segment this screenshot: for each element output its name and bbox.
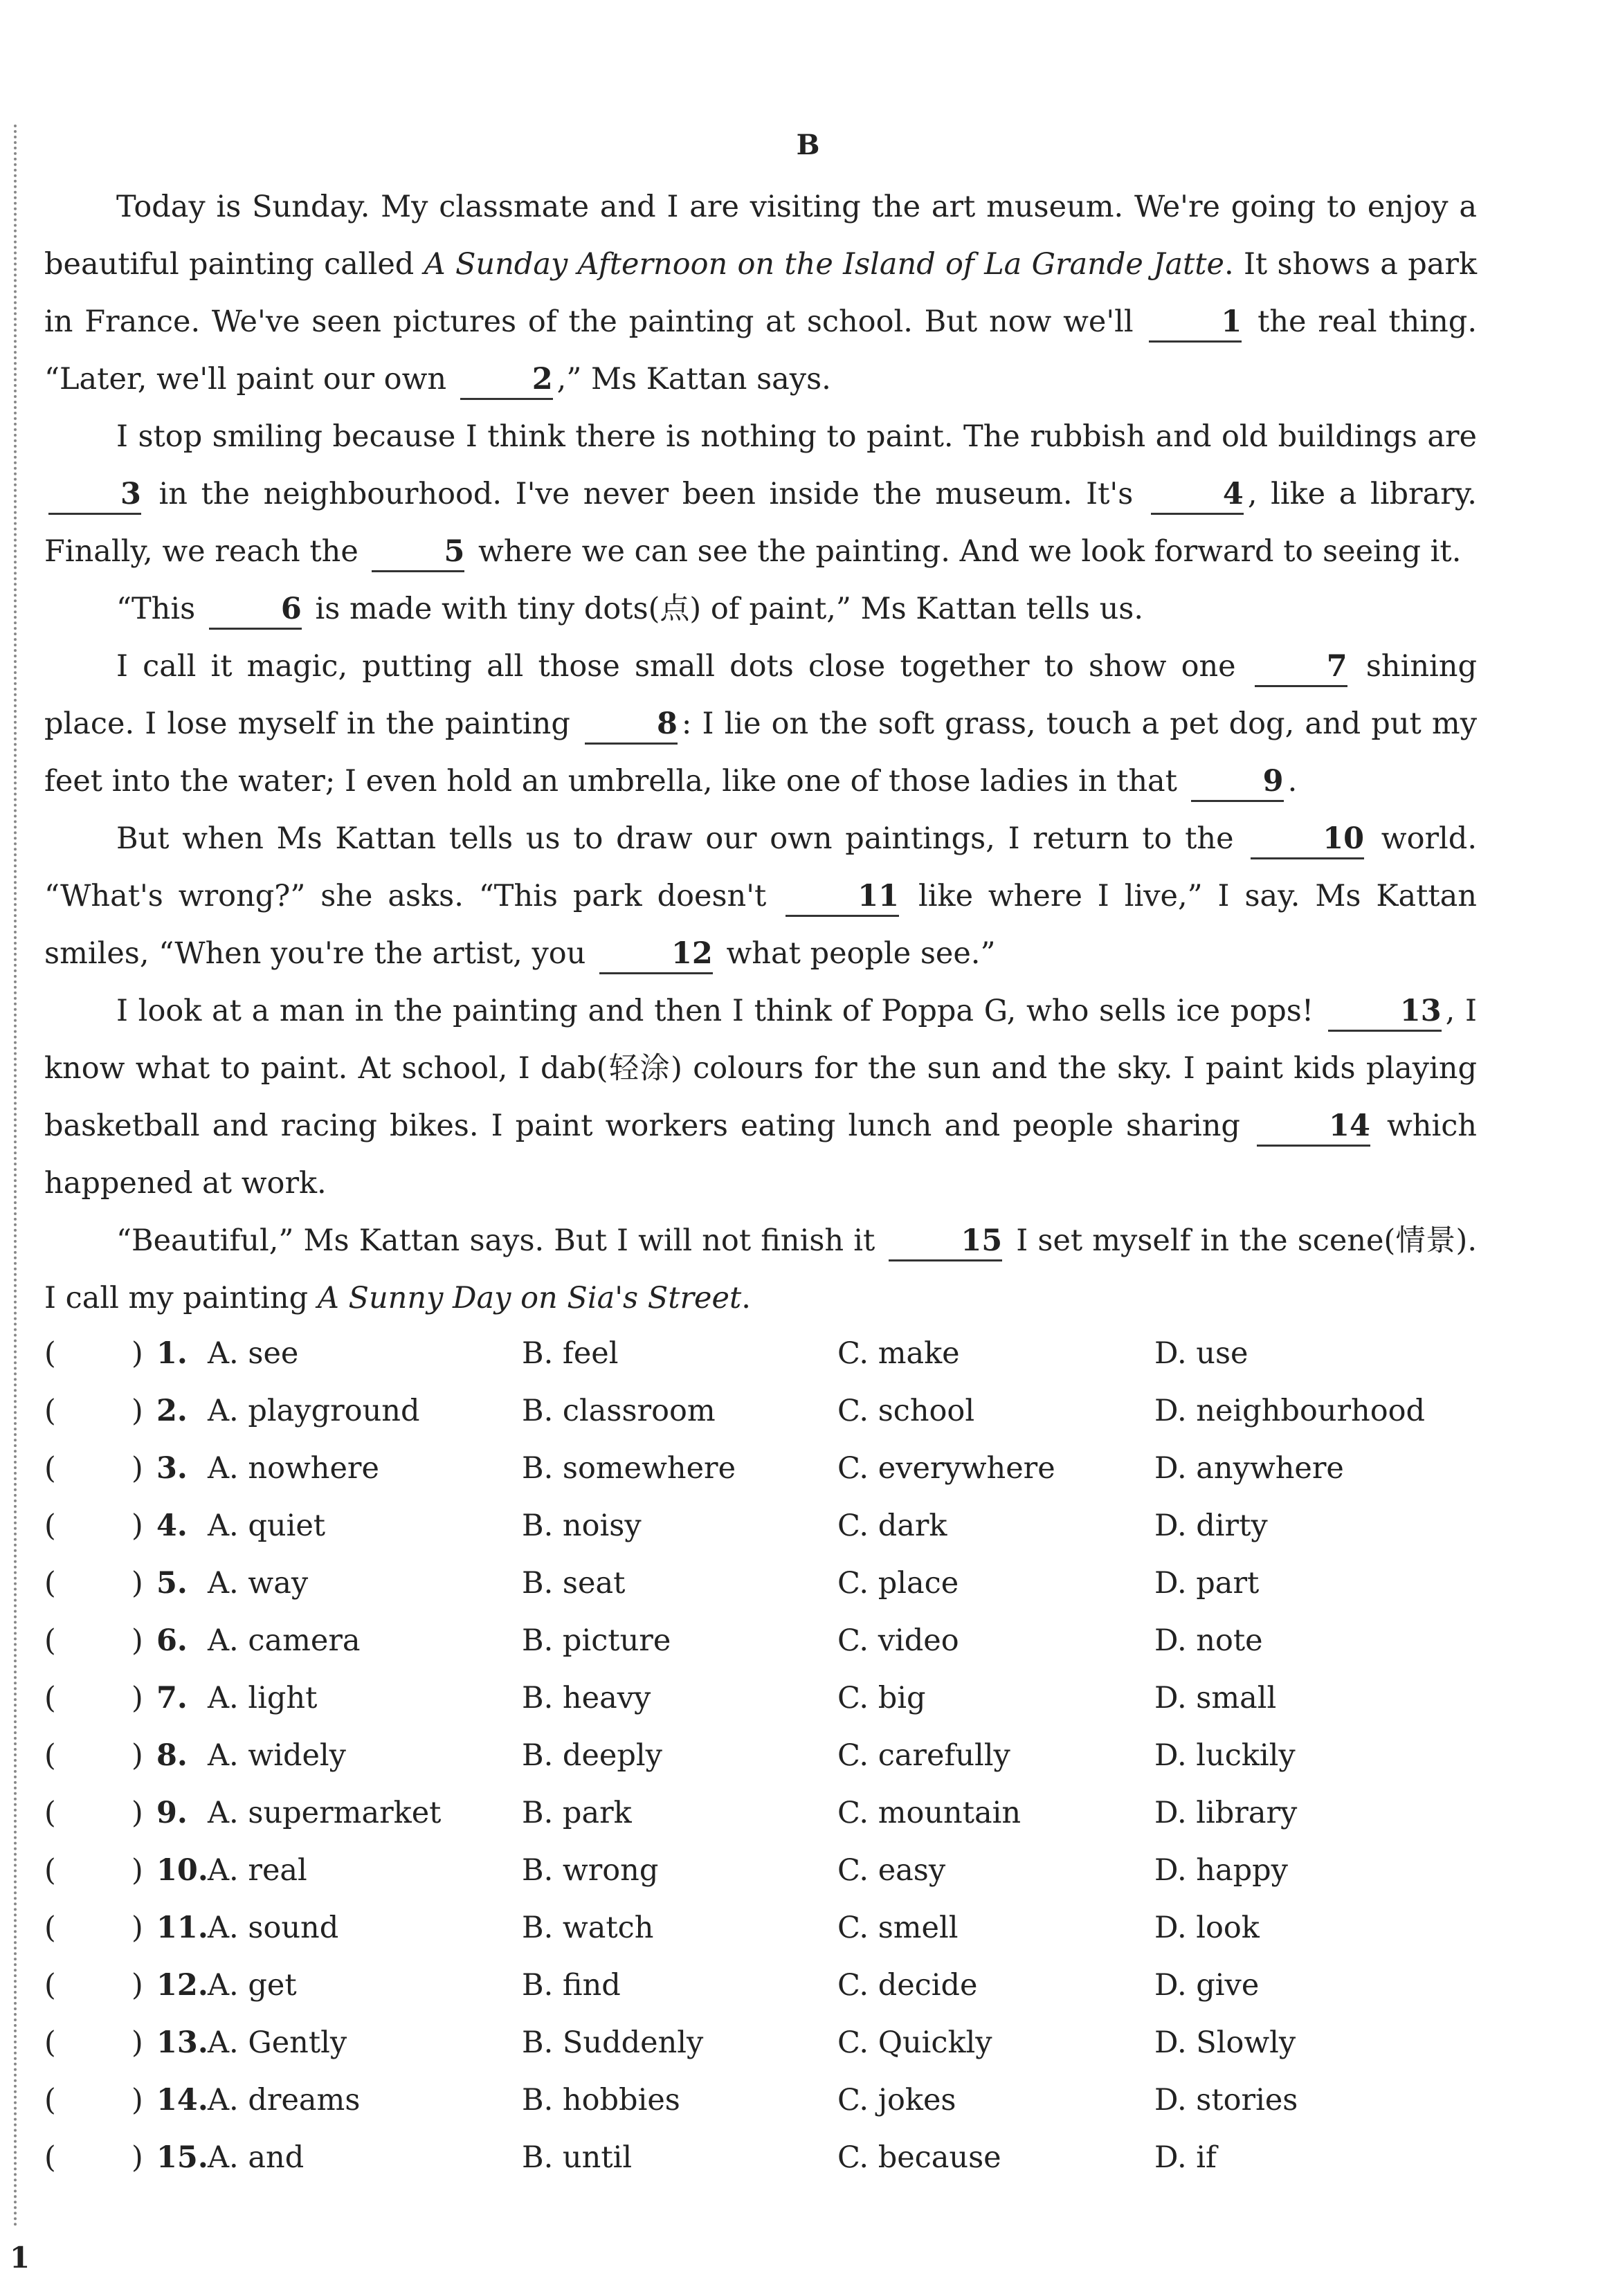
painting-title: A Sunny Day on Sia's Street	[317, 1281, 742, 1315]
option-b[interactable]: B. hobbies	[522, 2083, 680, 2117]
question-row	[44, 2129, 1498, 2187]
answer-bracket-open[interactable]: (	[44, 1968, 56, 2003]
answer-bracket-open[interactable]: (	[44, 2025, 56, 2060]
option-b[interactable]: B. wrong	[522, 1853, 659, 1888]
blank-9[interactable]: 9	[1191, 763, 1284, 802]
option-b[interactable]: B. Suddenly	[522, 2025, 704, 2060]
option-a[interactable]: A. sound	[208, 1911, 339, 1945]
answer-options	[44, 1325, 1498, 2187]
answer-bracket-close: )	[131, 1566, 143, 1601]
blank-3[interactable]: 3	[48, 475, 141, 515]
blank-13[interactable]: 13	[1328, 992, 1442, 1032]
question-row	[44, 1670, 1498, 1727]
question-number: 13.	[156, 2025, 208, 2060]
text: is made with tiny dots(点) of paint,” Ms Kattan tells us.	[305, 592, 1144, 626]
blank-10[interactable]: 10	[1251, 820, 1364, 859]
blank-15[interactable]: 15	[889, 1222, 1002, 1261]
option-c[interactable]: C. school	[837, 1394, 975, 1428]
text: what people see.”	[716, 936, 996, 971]
option-b[interactable]: B. noisy	[522, 1509, 642, 1543]
answer-bracket-open[interactable]: (	[44, 1738, 56, 1773]
option-a[interactable]: A. supermarket	[208, 1796, 442, 1830]
answer-bracket-open[interactable]: (	[44, 1911, 56, 1945]
option-b[interactable]: B. seat	[522, 1566, 626, 1601]
option-a[interactable]: A. light	[208, 1681, 318, 1715]
option-c[interactable]: C. mountain	[837, 1796, 1022, 1830]
option-d[interactable]: D. small	[1154, 1681, 1277, 1715]
answer-bracket-open[interactable]: (	[44, 1681, 56, 1715]
blank-6[interactable]: 6	[209, 590, 302, 630]
text: ,” Ms Kattan says.	[556, 362, 831, 397]
option-d[interactable]: D. dirty	[1154, 1509, 1268, 1543]
text: “This	[116, 592, 205, 626]
answer-bracket-open[interactable]: (	[44, 1451, 56, 1486]
question-row	[44, 2072, 1498, 2129]
question-number: 10.	[156, 1853, 208, 1888]
option-c[interactable]: C. smell	[837, 1911, 959, 1945]
question-number: 11.	[156, 1911, 208, 1945]
answer-bracket-close: )	[131, 1394, 143, 1428]
section-heading: B	[796, 129, 820, 161]
option-a[interactable]: A. nowhere	[208, 1451, 379, 1486]
option-b[interactable]: B. feel	[522, 1336, 619, 1371]
question-row	[44, 1842, 1498, 1899]
option-d[interactable]: D. anywhere	[1154, 1451, 1344, 1486]
text: “Beautiful,” Ms Kattan says. But I will not finish it	[116, 1223, 885, 1258]
question-number: 15.	[156, 2140, 208, 2175]
option-c[interactable]: C. dark	[837, 1509, 947, 1543]
text: I stop smiling because I think there is nothing to paint. The rubbish and old buildings are	[116, 419, 1477, 454]
blank-1[interactable]: 1	[1149, 303, 1242, 343]
option-a[interactable]: A. dreams	[208, 2083, 361, 2117]
option-b[interactable]: B. heavy	[522, 1681, 651, 1715]
option-c[interactable]: C. big	[837, 1681, 926, 1715]
answer-bracket-close: )	[131, 1509, 143, 1543]
option-a[interactable]: A. way	[208, 1566, 309, 1601]
question-number: 2.	[156, 1394, 188, 1428]
answer-bracket-close: )	[131, 2140, 143, 2175]
question-row	[44, 1727, 1498, 1785]
text: But when Ms Kattan tells us to draw our own paintings, I return to the	[116, 821, 1247, 856]
painting-title: A Sunday Afternoon on the Island of La Grande Jatte	[424, 247, 1224, 282]
text: Today is Sunday. My classmate and I are visiting the art museum. We're going to enjoy a beautiful painting called	[44, 190, 1477, 282]
option-c[interactable]: C. make	[837, 1336, 960, 1371]
text: where we can see the painting. And we look forward to seeing it.	[469, 534, 1462, 569]
option-b[interactable]: B. park	[522, 1796, 632, 1830]
paragraph-4	[44, 638, 1477, 810]
text: which happened at work.	[44, 1109, 1477, 1201]
question-number: 14.	[156, 2083, 208, 2117]
question-number: 9.	[156, 1796, 188, 1830]
option-c[interactable]: C. jokes	[837, 2083, 956, 2117]
question-row	[44, 1785, 1498, 1842]
question-row	[44, 1612, 1498, 1670]
answer-bracket-open[interactable]: (	[44, 1623, 56, 1658]
question-row	[44, 1555, 1498, 1612]
question-number: 6.	[156, 1623, 188, 1658]
answer-bracket-open[interactable]: (	[44, 1566, 56, 1601]
option-b[interactable]: B. classroom	[522, 1394, 716, 1428]
blank-8[interactable]: 8	[585, 705, 678, 745]
question-number: 12.	[156, 1968, 208, 2003]
answer-bracket-open[interactable]: (	[44, 1336, 56, 1371]
question-number: 7.	[156, 1681, 188, 1715]
text: shining place. I lose myself in the painting	[44, 649, 1477, 741]
blank-7[interactable]: 7	[1255, 648, 1347, 687]
answer-bracket-open[interactable]: (	[44, 1796, 56, 1830]
blank-14[interactable]: 14	[1257, 1107, 1370, 1147]
question-number: 1.	[156, 1336, 188, 1371]
option-d[interactable]: D. note	[1154, 1623, 1263, 1658]
option-d[interactable]: D. Slowly	[1154, 2025, 1296, 2060]
answer-bracket-close: )	[131, 1968, 143, 2003]
option-d[interactable]: D. library	[1154, 1796, 1298, 1830]
option-a[interactable]: A. see	[208, 1336, 299, 1371]
paragraph-1	[44, 179, 1477, 408]
text: I set myself in the scene(情景). I call my painting	[44, 1223, 1477, 1315]
text: I look at a man in the painting and then I think of Poppa G, who sells ice pops!	[116, 994, 1324, 1028]
blank-2[interactable]: 2	[460, 361, 553, 400]
text: in the neighbourhood. I've never been inside the museum. It's	[145, 477, 1147, 511]
blank-12[interactable]: 12	[599, 935, 713, 974]
text: : I lie on the soft grass, touch a pet dog, and put my feet into the water; I even hold an umbrella, like one of those ladies in that	[44, 707, 1477, 799]
answer-bracket-close: )	[131, 1681, 143, 1715]
option-d[interactable]: D. part	[1154, 1566, 1260, 1601]
question-row	[44, 2014, 1498, 2072]
option-d[interactable]: D. neighbourhood	[1154, 1394, 1426, 1428]
option-c[interactable]: C. carefully	[837, 1738, 1010, 1773]
text: world. “What's wrong?” she asks. “This park doesn't	[44, 821, 1477, 913]
cloze-passage	[44, 179, 1477, 1327]
answer-bracket-close: )	[131, 1853, 143, 1888]
answer-bracket-open[interactable]: (	[44, 1853, 56, 1888]
option-a[interactable]: A. camera	[208, 1623, 361, 1658]
question-row	[44, 1497, 1498, 1555]
question-number: 5.	[156, 1566, 188, 1601]
option-d[interactable]: D. luckily	[1154, 1738, 1296, 1773]
option-d[interactable]: D. look	[1154, 1911, 1260, 1945]
option-a[interactable]: A. playground	[208, 1394, 420, 1428]
option-c[interactable]: C. place	[837, 1566, 959, 1601]
question-number: 3.	[156, 1451, 188, 1486]
blank-4[interactable]: 4	[1151, 475, 1244, 515]
text: , like a library. Finally, we reach the	[44, 477, 1477, 569]
answer-bracket-open[interactable]: (	[44, 2083, 56, 2117]
answer-bracket-close: )	[131, 1796, 143, 1830]
option-b[interactable]: B. until	[522, 2140, 633, 2175]
text: like where I live,” I say. Ms Kattan smiles, “When you're the artist, you	[44, 879, 1478, 971]
option-d[interactable]: D. happy	[1154, 1853, 1288, 1888]
answer-bracket-close: )	[131, 1336, 143, 1371]
option-c[interactable]: C. easy	[837, 1853, 946, 1888]
answer-bracket-close: )	[131, 1911, 143, 1945]
text: , I know what to paint. At school, I dab(轻涂) colours for the sun and the sky. I paint kids playing basketball and racing bikes. I paint workers eating lunch and people sharing	[44, 994, 1477, 1143]
text: I call it magic, putting all those small dots close together to show one	[116, 649, 1251, 684]
option-c[interactable]: C. Quickly	[837, 2025, 992, 2060]
option-c[interactable]: C. everywhere	[837, 1451, 1055, 1486]
question-row	[44, 1325, 1498, 1383]
answer-bracket-close: )	[131, 1623, 143, 1658]
question-number: 4.	[156, 1509, 188, 1543]
question-row	[44, 1899, 1498, 1957]
page-number: 1	[10, 2241, 30, 2275]
question-row	[44, 1440, 1498, 1497]
answer-bracket-close: )	[131, 2025, 143, 2060]
option-a[interactable]: A. and	[208, 2140, 305, 2175]
option-b[interactable]: B. watch	[522, 1911, 654, 1945]
option-a[interactable]: A. quiet	[208, 1509, 326, 1543]
option-d[interactable]: D. if	[1154, 2140, 1217, 2175]
text: .	[1287, 764, 1298, 799]
answer-bracket-open[interactable]: (	[44, 1509, 56, 1543]
option-b[interactable]: B. find	[522, 1968, 621, 2003]
paragraph-6	[44, 983, 1477, 1212]
text: .	[741, 1281, 751, 1315]
option-a[interactable]: A. get	[208, 1968, 297, 2003]
option-b[interactable]: B. somewhere	[522, 1451, 736, 1486]
option-c[interactable]: C. because	[837, 2140, 1001, 2175]
option-d[interactable]: D. stories	[1154, 2083, 1298, 2117]
option-c[interactable]: C. video	[837, 1623, 959, 1658]
question-row	[44, 1383, 1498, 1440]
blank-11[interactable]: 11	[786, 877, 899, 917]
paragraph-7	[44, 1212, 1477, 1327]
option-d[interactable]: D. give	[1154, 1968, 1260, 2003]
binding-dotted-line	[14, 125, 17, 2228]
question-number: 8.	[156, 1738, 188, 1773]
option-a[interactable]: A. real	[208, 1853, 307, 1888]
answer-bracket-close: )	[131, 1451, 143, 1486]
option-b[interactable]: B. picture	[522, 1623, 671, 1658]
option-a[interactable]: A. widely	[208, 1738, 346, 1773]
answer-bracket-close: )	[131, 2083, 143, 2117]
option-b[interactable]: B. deeply	[522, 1738, 662, 1773]
answer-bracket-open[interactable]: (	[44, 2140, 56, 2175]
option-d[interactable]: D. use	[1154, 1336, 1249, 1371]
option-a[interactable]: A. Gently	[208, 2025, 347, 2060]
question-row	[44, 1957, 1498, 2014]
text: . It shows a park in France. We've seen pictures of the painting at school. But now we'll	[44, 247, 1478, 339]
blank-5[interactable]: 5	[372, 533, 464, 572]
answer-bracket-close: )	[131, 1738, 143, 1773]
paragraph-3	[44, 581, 1477, 638]
answer-bracket-open[interactable]: (	[44, 1394, 56, 1428]
option-c[interactable]: C. decide	[837, 1968, 978, 2003]
paragraph-2	[44, 408, 1477, 581]
text: the real thing. “Later, we'll paint our own	[44, 304, 1477, 397]
paragraph-5	[44, 810, 1477, 983]
